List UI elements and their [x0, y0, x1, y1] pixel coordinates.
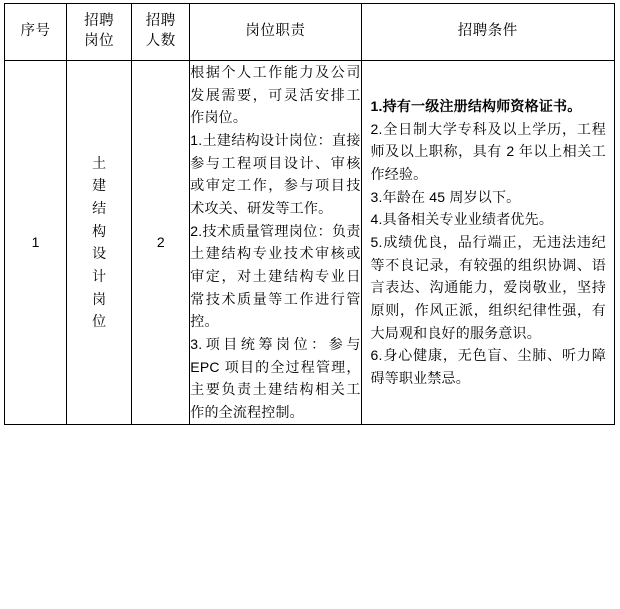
duty-paragraph: 根据个人工作能力及公司发展需要，可灵活安排工作岗位。	[190, 64, 361, 126]
cell-duties	[190, 61, 361, 425]
post-char: 设	[92, 245, 107, 262]
requirement-paragraph: 6.身心健康，无色盲、尘肺、听力障碍等职业禁忌。	[370, 347, 606, 387]
post-char: 建	[92, 177, 107, 194]
header-post-line1: 招聘	[84, 13, 115, 30]
duty-paragraph: 3.项目统筹岗位：参与 EPC 项目的全过程管理，主要负责土建结构相关工作的全流程控制。	[190, 336, 361, 421]
cell-headcount: 2	[132, 61, 190, 425]
duty-paragraph: 2.技术质量管理岗位：负责土建结构专业技术审核或审定，对土建结构专业日常技术质量等工作进行管控。	[190, 222, 361, 330]
header-cell-duties	[190, 4, 361, 61]
header-count-line2: 人数	[145, 33, 176, 49]
requirement-paragraph: 3.年龄在 45 周岁以下。	[370, 188, 521, 205]
post-char: 构	[92, 222, 107, 239]
recruitment-table	[4, 3, 615, 425]
header-cell-no	[5, 4, 67, 61]
header-cell-post	[67, 4, 132, 61]
header-duties-line1: 岗位职责	[245, 23, 306, 40]
post-char: 土	[92, 154, 107, 171]
post-char: 结	[92, 200, 107, 217]
recruitment-table-page	[0, 3, 620, 609]
post-char: 位	[92, 313, 107, 330]
requirement-paragraph: 4.具备相关专业业绩者优先。	[370, 211, 554, 228]
cell-row-number: 1	[5, 61, 67, 425]
post-char: 岗	[92, 290, 107, 307]
header-requirements-line1: 招聘条件	[457, 23, 518, 40]
table-header-row	[5, 4, 615, 61]
requirement-paragraph: 5.成绩优良，品行端正，无违法违纪等不良记录，有较强的组织协调、语言表达、沟通能力，爱岗敬业，坚持原则，作风正派，组织纪律性强，有大局观和良好的服务意识。	[370, 234, 606, 341]
cell-requirements	[361, 61, 614, 425]
header-cell-count	[132, 4, 190, 61]
header-count-line1: 招聘	[145, 13, 176, 30]
duty-paragraph: 1.土建结构设计岗位：直接参与工程项目设计、审核或审定工作，参与项目技术攻关、研发等工作。	[190, 132, 361, 217]
header-no-line1: 序号	[20, 23, 51, 40]
header-post-line2: 岗位	[84, 33, 115, 49]
post-char: 计	[92, 268, 107, 285]
cell-post-name	[67, 61, 132, 425]
requirement-paragraph: 2.全日制大学专科及以上学历，工程师及以上职称，具有 2 年以上相关工作经验。	[370, 120, 606, 183]
header-cell-requirements	[361, 4, 614, 61]
table-row	[5, 61, 615, 425]
requirement-paragraph: 1.持有一级注册结构师资格证书。	[370, 98, 582, 114]
